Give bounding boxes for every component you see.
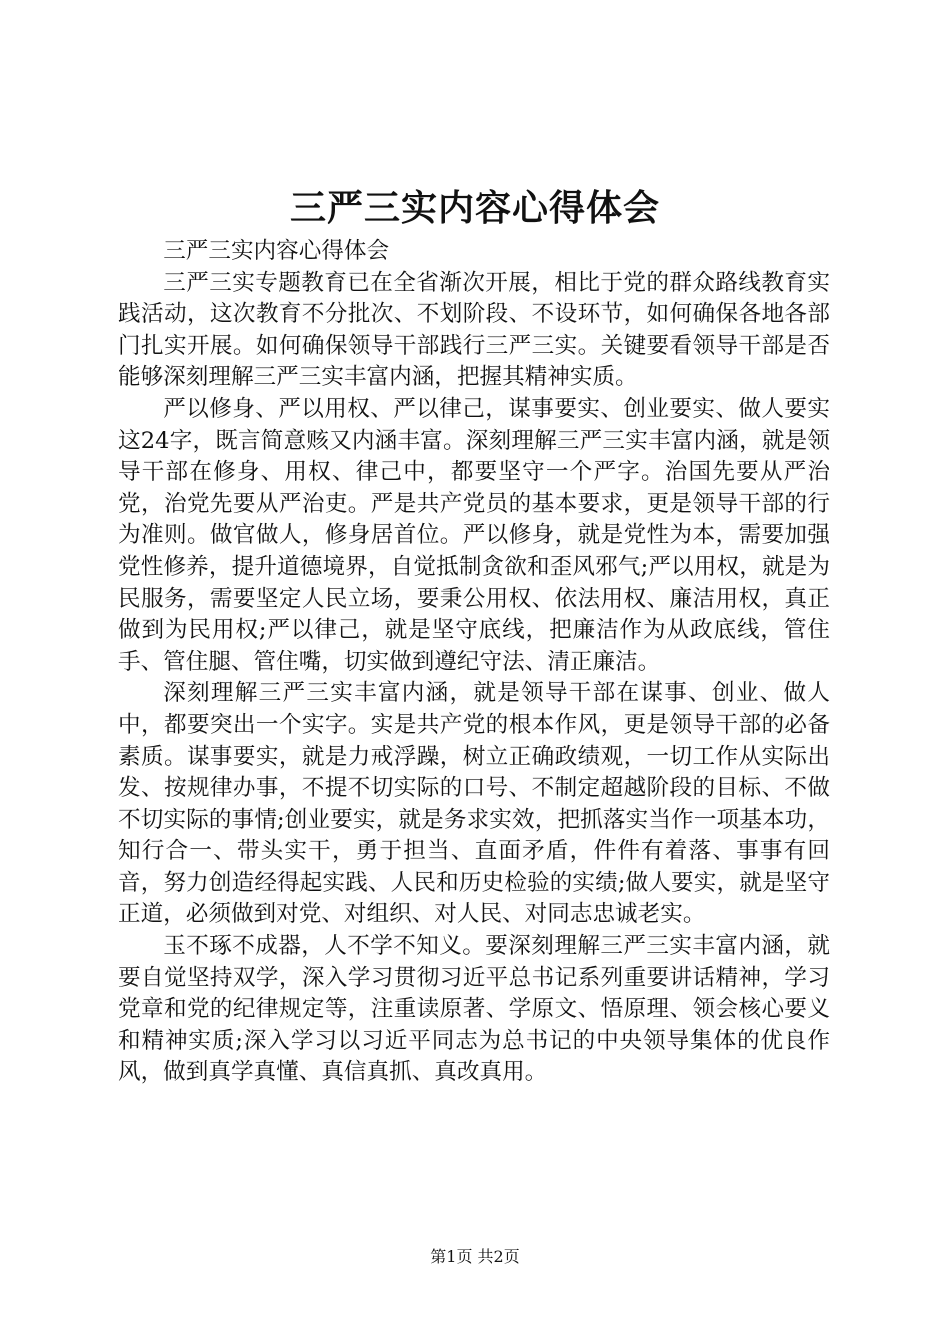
paragraph-intro: 三严三实专题教育已在全省渐次开展，相比于党的群众路线教育实践活动，这次教育不分批次、不划阶段、不设环节，如何确保各地各部门扎实开展。如何确保领导干部践行三严三实。关键要看领导干部是否能够深刻理解三严三实丰富内涵，把握其精神实质。 (118, 269, 830, 391)
page-number-footer: 第1页 共2页 (430, 1247, 520, 1266)
document-body (118, 236, 830, 1089)
paragraph-strict: 严以修身、严以用权、严以律己，谋事要实、创业要实、做人要实这24字，既言简意赅又内涵丰富。深刻理解三严三实丰富内涵，就是领导干部在修身、用权、律己中，都要坚守一个严字。治国先要从严治党，治党先要从严治吏。严是共产党员的基本要求，更是领导干部的行为准则。做官做人，修身居首位。严以修身，就是党性为本，需要加强党性修养，提升道德境界，自觉抵制贪欲和歪风邪气;严以用权，就是为民服务，需要坚定人民立场，要秉公用权、依法用权、廉洁用权，真正做到为民用权;严以律己，就是坚守底线，把廉洁作为从政底线，管住手、管住腿、管住嘴，切实做到遵纪守法、清正廉洁。 (118, 395, 830, 675)
document-title: 三严三实内容心得体会 (289, 187, 660, 229)
paragraph-subtitle: 三严三实内容心得体会 (163, 238, 390, 264)
paragraph-solid: 深刻理解三严三实丰富内涵，就是领导干部在谋事、创业、做人中，都要突出一个实字。实是共产党的根本作风，更是领导干部的必备素质。谋事要实，就是力戒浮躁，树立正确政绩观，一切工作从实际出发、按规律办事，不提不切实际的口号、不制定超越阶段的目标、不做不切实际的事情;创业要实，就是务求实效，把抓落实当作一项基本功，知行合一、带头实干，勇于担当、直面矛盾，件件有着落、事事有回音，努力创造经得起实践、人民和历史检验的实绩;做人要实，就是坚守正道，必须做到对党、对组织、对人民、对同志忠诚老实。 (118, 680, 830, 928)
paragraph-study: 玉不琢不成器，人不学不知义。要深刻理解三严三实丰富内涵，就要自觉坚持双学，深入学习贯彻习近平总书记系列重要讲话精神，学习党章和党的纪律规定等，注重读原著、学原文、悟原理、领会核心要义和精神实质;深入学习以习近平同志为总书记的中央领导集体的优良作风，做到真学真懂、真信真抓、真改真用。 (118, 933, 830, 1086)
